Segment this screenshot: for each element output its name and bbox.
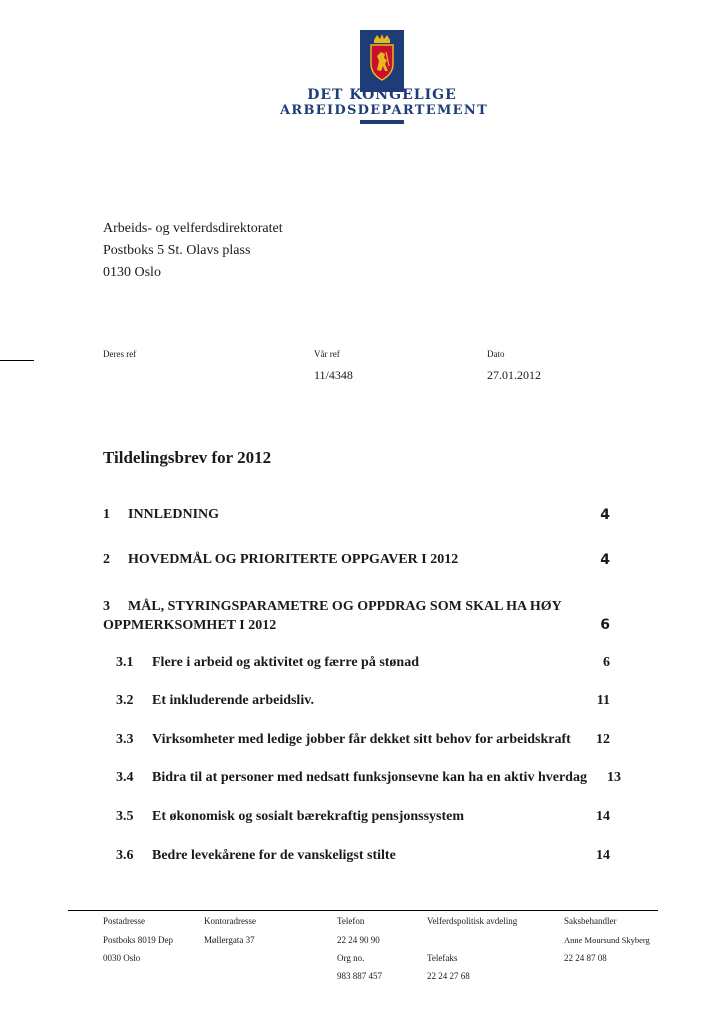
toc-text: HOVEDMÅL OG PRIORITERTE OPPGAVER I 2012 xyxy=(128,552,459,567)
footer-avdeling-label: Velferdspolitisk avdeling xyxy=(427,916,518,926)
toc-page: 14 xyxy=(596,848,610,863)
toc-text: Virksomheter med ledige jobber får dekket sitt behov for arbeidskraft xyxy=(152,732,571,747)
toc-entry-2[interactable] xyxy=(103,552,610,568)
toc-page: 6 xyxy=(600,617,610,633)
toc-number: 3.4 xyxy=(116,770,134,785)
footer-kontoradresse-value: Møllergata 37 xyxy=(204,935,255,945)
footer-telefon-label: Telefon xyxy=(337,916,365,926)
toc-number: 3.2 xyxy=(116,693,134,708)
toc-number: 3.5 xyxy=(116,809,134,824)
footer-postadresse-line2: 0030 Oslo xyxy=(103,953,141,963)
toc-text-line-1: MÅL, STYRINGSPARAMETRE OG OPPDRAG SOM SKAL HA HØY xyxy=(128,599,562,614)
toc-page: 14 xyxy=(596,809,610,824)
logo-line-1: DET KONGELIGE xyxy=(307,87,457,103)
footer-kontoradresse-label: Kontoradresse xyxy=(204,916,256,926)
footer-telefon-value: 22 24 90 90 xyxy=(337,935,380,945)
footer-org-label: Org no. xyxy=(337,953,365,963)
toc-text: Et inkluderende arbeidsliv. xyxy=(152,693,314,708)
royal-coat-of-arms-icon xyxy=(360,30,404,92)
toc-text-line-2: OPPMERKSOMHET I 2012 xyxy=(103,618,277,633)
recipient-postcode: 0130 Oslo xyxy=(103,265,161,280)
toc-entry-1[interactable] xyxy=(103,507,610,523)
toc-page: 12 xyxy=(596,732,610,747)
recipient-postbox: Postboks 5 St. Olavs plass xyxy=(103,243,251,258)
toc-number: 3.3 xyxy=(116,732,134,747)
toc-number: 1 xyxy=(103,507,110,522)
footer-postadresse-label: Postadresse xyxy=(103,916,145,926)
footer-telefaks-value: 22 24 27 68 xyxy=(427,971,470,981)
footer-saksbehandler-label: Saksbehandler xyxy=(564,916,617,926)
toc-text: Et økonomisk og sosialt bærekraftig pensjonssystem xyxy=(152,809,465,824)
toc-text: Bidra til at personer med nedsatt funksjonsevne kan ha en aktiv hverdag xyxy=(152,770,587,785)
footer-saksbehandler-phone: 22 24 87 08 xyxy=(564,953,607,963)
document-title: Tildelingsbrev for 2012 xyxy=(103,448,272,467)
footer-saksbehandler-name: Anne Moursund Skyberg xyxy=(564,935,650,945)
deres-ref-label: Deres ref xyxy=(103,349,137,359)
footer-postadresse-line1: Postboks 8019 Dep xyxy=(103,935,174,945)
logo-line-2: ARBEIDSDEPARTEMENT xyxy=(280,103,489,118)
toc-number: 3 xyxy=(103,599,110,614)
toc-entry-3[interactable] xyxy=(103,597,610,635)
toc-text: INNLEDNING xyxy=(128,507,220,522)
toc-page: 4 xyxy=(600,552,610,568)
var-ref-value: 11/4348 xyxy=(314,368,353,382)
var-ref-label: Vår ref xyxy=(314,349,340,359)
logo-underline-bar xyxy=(360,120,404,124)
fold-mark xyxy=(0,360,34,361)
footer-telefaks-label: Telefaks xyxy=(427,953,458,963)
footer-org-value: 983 887 457 xyxy=(337,971,382,981)
toc-page: 11 xyxy=(596,693,610,708)
dato-label: Dato xyxy=(487,349,505,359)
toc-page: 6 xyxy=(603,655,610,670)
dato-value: 27.01.2012 xyxy=(487,368,541,382)
ministry-logo-text xyxy=(280,87,489,118)
toc-page: 13 xyxy=(607,770,621,785)
footer-divider xyxy=(68,910,658,911)
toc-text: Bedre levekårene for de vanskeligst stilte xyxy=(152,848,396,863)
toc-number: 2 xyxy=(103,552,110,567)
toc-number: 3.6 xyxy=(116,848,134,863)
toc-page: 4 xyxy=(600,507,610,523)
toc-number: 3.1 xyxy=(116,655,134,670)
recipient-name: Arbeids- og velferdsdirektoratet xyxy=(103,221,283,236)
toc-text: Flere i arbeid og aktivitet og færre på stønad xyxy=(152,655,420,670)
